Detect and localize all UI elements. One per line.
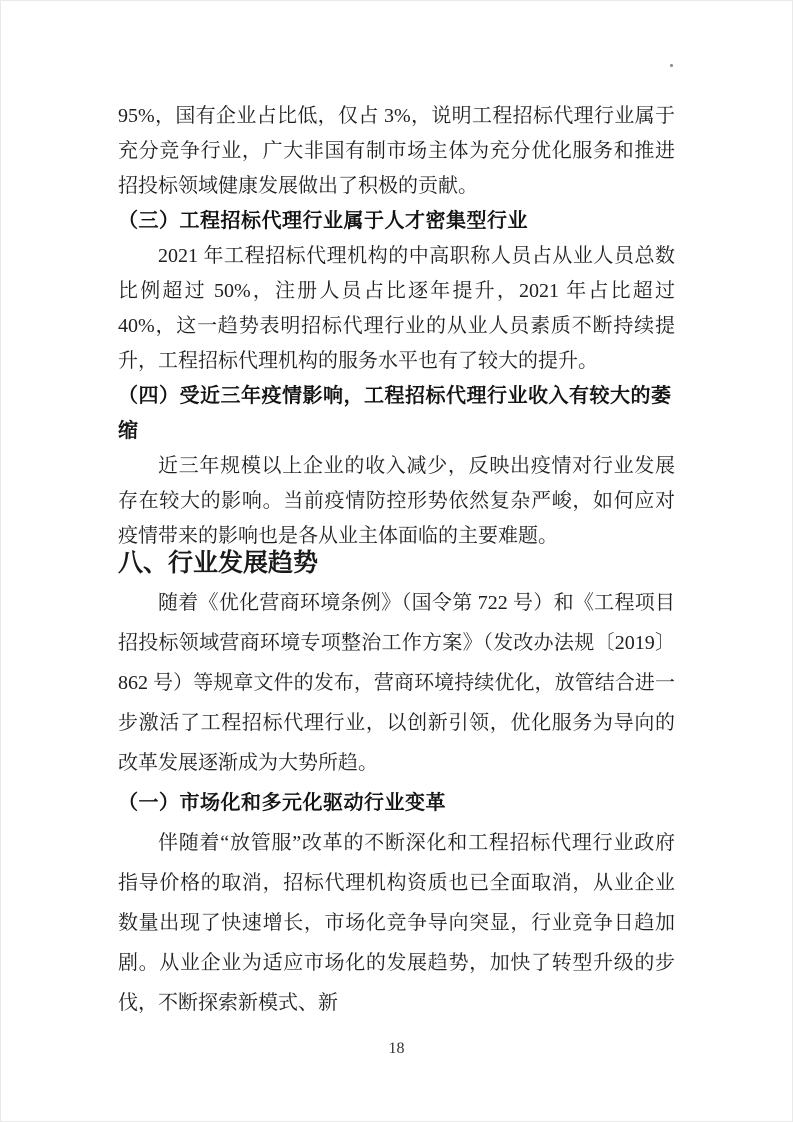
section-3-body: 2021 年工程招标代理机构的中高职称人员占从业人员总数比例超过 50%，注册人员占比逐年提升，2021 年占比超过 40%，这一趋势表明招标代理行业的从业人员素质不断持续提升，工程招标代理机构的服务水平也有了较大的提升。 <box>118 245 675 372</box>
page-body-top <box>118 99 675 554</box>
section-1-body: 伴随着“放管服”改革的不断深化和工程招标代理行业政府指导价格的取消，招标代理机构资质也已全面取消，从业企业数量出现了快速增长，市场化竞争导向突显，行业竞争日趋加剧。从业企业为适应市场化的发展趋势，加快了转型升级的步伐，不断探索新模式、新 <box>118 832 675 1014</box>
page-number: 18 <box>388 1040 405 1057</box>
paragraph-continuation: 95%，国有企业占比低，仅占 3%，说明工程招标代理行业属于充分竞争行业，广大非国有制市场主体为充分优化服务和推进招投标领域健康发展做出了积极的贡献。 <box>118 105 675 197</box>
section-1-heading: （一）市场化和多元化驱动行业变革 <box>118 792 446 814</box>
section-4-heading: （四）受近三年疫情影响，工程招标代理行业收入有较大的萎缩 <box>118 385 672 442</box>
ink-speck <box>670 64 673 67</box>
section-3-heading: （三）工程招标代理行业属于人才密集型行业 <box>118 210 528 232</box>
page-body-bottom <box>118 543 675 1023</box>
chapter-8-heading: 八、行业发展趋势 <box>118 549 319 577</box>
section-4-body: 近三年规模以上企业的收入减少，反映出疫情对行业发展存在较大的影响。当前疫情防控形势依然复杂严峻，如何应对疫情带来的影响也是各从业主体面临的主要难题。 <box>118 455 675 547</box>
chapter-8-body: 随着《优化营商环境条例》（国令第 722 号）和《工程项目招投标领域营商环境专项整治工作方案》（发改办法规〔2019〕862 号）等规章文件的发布，营商环境持续优化，放管结合进一步激活了工程招标代理行业，以创新引领，优化服务为导向的改革发展逐渐成为大势所趋。 <box>118 592 675 774</box>
